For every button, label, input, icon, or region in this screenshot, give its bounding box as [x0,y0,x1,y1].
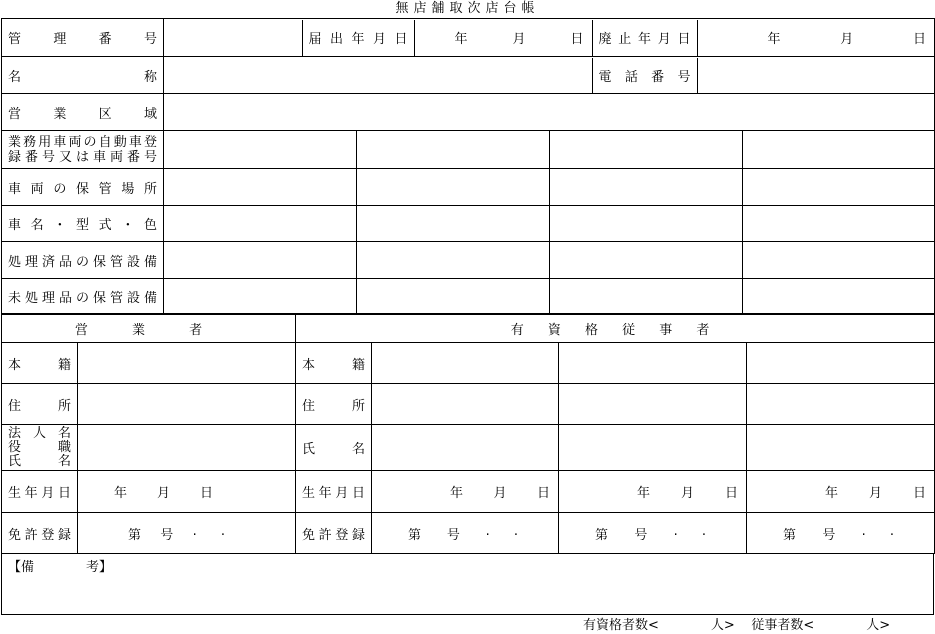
qualified-name-label: 氏 名 [296,425,372,471]
qualified-license-field-2[interactable]: 第 号 . . [559,513,747,554]
mgmt-number-field[interactable] [164,20,302,56]
qualified-count: 有資格者数< 人> [583,618,735,633]
vehicle-model-label: 車 名 ・ 型 式 ・ 色 [2,206,164,242]
operator-birth-field[interactable]: 年 月 日 [78,471,296,513]
qualified-license-field-1[interactable]: 第 号 . . [372,513,559,554]
notes-field[interactable] [2,554,934,615]
mgmt-number-label: 管 理 番 号 [2,19,164,57]
qualified-license-label: 免許登録 [296,513,372,554]
unprocessed-storage-field-3[interactable] [550,279,743,315]
vehicle-reg-label: 業務用車両の自動車登 録番号又は車両番号 [2,131,164,169]
operator-corp-field[interactable] [78,425,296,471]
report-date-field[interactable]: 年 月 日 [414,20,592,56]
processed-storage-field-2[interactable] [357,242,550,279]
qualified-birth-field-3[interactable]: 年 月 日 [747,471,935,513]
processed-storage-field-3[interactable] [550,242,743,279]
notes-table [1,553,934,615]
unprocessed-storage-field-4[interactable] [743,279,935,315]
operator-address-field[interactable] [78,384,296,425]
vehicle-storage-field-4[interactable] [743,169,935,206]
processed-storage-label: 処理済品の保管設備 [2,242,164,279]
notes-label: 【備 考】 [8,560,113,575]
qualified-name-field-1[interactable] [372,425,559,471]
name-label: 名 称 [2,57,164,94]
operator-birth-label: 生年月日 [2,471,78,513]
phone-label: 電 話 番 号 [592,58,697,93]
abolish-date-field[interactable]: 年 月 日 [767,32,926,47]
phone-field[interactable] [697,58,934,93]
qualified-address-field-3[interactable] [747,384,935,425]
operator-license-label: 免許登録 [2,513,78,554]
operator-honseki-field[interactable] [78,343,296,384]
operator-honseki-label: 本 籍 [2,343,78,384]
qualified-honseki-label: 本 籍 [296,343,372,384]
operator-license-field[interactable]: 第 号 . . [78,513,296,554]
vehicle-reg-field-3[interactable] [550,131,743,169]
vehicle-storage-field-1[interactable] [164,169,357,206]
abolish-date-label: 廃 止 年 月 日 [592,20,697,56]
qualified-birth-label: 生年月日 [296,471,372,513]
qualified-name-field-3[interactable] [747,425,935,471]
vehicle-model-field-4[interactable] [743,206,935,242]
qualified-honseki-field-1[interactable] [372,343,559,384]
operator-header: 営 業 者 [2,314,296,343]
operator-address-label: 住 所 [2,384,78,425]
qualified-license-field-3[interactable]: 第 号 . . [747,513,935,554]
unprocessed-storage-field-1[interactable] [164,279,357,315]
page-title: 無店舗取次店台帳 [395,1,540,16]
vehicle-storage-label: 車 両 の 保 管 場 所 [2,169,164,206]
unprocessed-storage-field-2[interactable] [357,279,550,315]
qualified-address-field-1[interactable] [372,384,559,425]
vehicle-reg-field-4[interactable] [743,131,935,169]
shop-info-table [1,18,935,315]
qualified-name-field-2[interactable] [559,425,747,471]
name-field[interactable] [164,58,592,93]
report-date-label: 届 出 年 月 日 [302,20,414,56]
qualified-birth-field-2[interactable]: 年 月 日 [559,471,747,513]
processed-storage-field-4[interactable] [743,242,935,279]
processed-storage-field-1[interactable] [164,242,357,279]
area-label: 営 業 区 域 [2,94,164,131]
unprocessed-storage-label: 未処理品の保管設備 [2,279,164,315]
area-field[interactable] [164,94,935,131]
worker-count: 従事者数< 人> [751,618,891,633]
qualified-address-label: 住 所 [296,384,372,425]
vehicle-model-field-1[interactable] [164,206,357,242]
persons-table [1,313,935,554]
qualified-header: 有 資 格 従 事 者 [296,314,935,343]
vehicle-storage-field-3[interactable] [550,169,743,206]
vehicle-model-field-3[interactable] [550,206,743,242]
vehicle-reg-field-2[interactable] [357,131,550,169]
vehicle-model-field-2[interactable] [357,206,550,242]
operator-corp-label: 法 人 名 役 職 氏 名 [2,425,78,471]
qualified-honseki-field-2[interactable] [559,343,747,384]
vehicle-storage-field-2[interactable] [357,169,550,206]
qualified-address-field-2[interactable] [559,384,747,425]
footer-counts [583,617,890,634]
vehicle-reg-field-1[interactable] [164,131,357,169]
qualified-birth-field-1[interactable]: 年 月 日 [372,471,559,513]
qualified-honseki-field-3[interactable] [747,343,935,384]
